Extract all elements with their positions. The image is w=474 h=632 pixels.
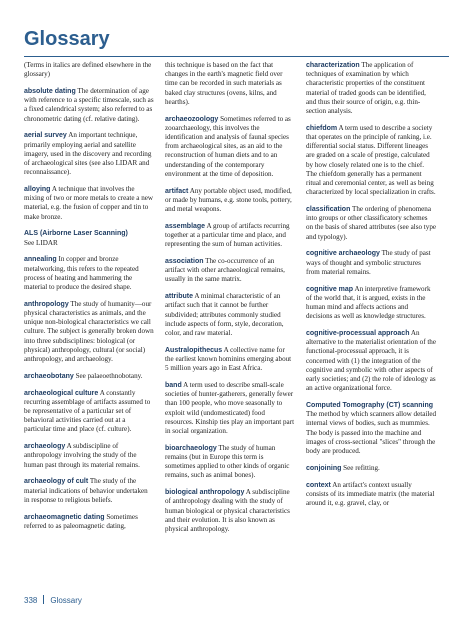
glossary-entry [165, 488, 295, 534]
glossary-definition: A group of artifacts recurring together at a particular time and place, and representing the sum of human activities. [165, 221, 290, 249]
page-number: 338 [24, 596, 38, 605]
glossary-term: attribute [165, 293, 193, 301]
glossary-entry [24, 87, 154, 124]
glossary-term: characterization [306, 62, 360, 69]
glossary-entry [165, 187, 295, 215]
glossary-definition: The co-occurrence of an artifact with other archaeological remains, usually in the same matrix. [165, 257, 285, 284]
glossary-term: cognitive-processual approach [306, 330, 410, 338]
glossary-term: annealing [24, 256, 57, 264]
glossary-definition: Any portable object used, modified, or made by humans, e.g. stone tools, pottery, and metal weapons. [165, 186, 292, 214]
glossary-entry [24, 477, 154, 505]
glossary-term: archaeobotany [24, 372, 74, 380]
glossary-entry [24, 300, 154, 364]
glossary-definition: A collective name for the earliest known hominins emerging about 5 million years ago in East Africa. [165, 345, 292, 373]
glossary-term: cognitive archaeology [306, 250, 380, 258]
glossary-term: association [165, 258, 204, 266]
page-title: Glossary [24, 28, 110, 50]
glossary-term: conjoining [306, 464, 342, 472]
glossary-definition: this technique is based on the fact that changes in the earth's magnetic field over time can be recorded in such materials as baked clay structures (ovens, kilns, and hearths). [165, 61, 283, 106]
glossary-term: assemblage [165, 222, 206, 230]
glossary-term: archaeomagnetic dating [24, 513, 105, 521]
glossary-definition: A technique that involves the mixing of two or more metals to create a new material, e.g. the fusion of copper and tin to make bronze. [24, 185, 154, 221]
glossary-definition: Sometimes referred to as paleomagnetic dating, [24, 512, 138, 530]
glossary-definition: A term used to describe small-scale societies of hunter-gatherers, generally fewer than 100 people, who move seasonally to exploit wild (undomesticated) food resources. Kinship ties play an important part in social organization. [165, 381, 295, 436]
glossary-definition: The study of human remains (but in Europe this term is sometimes applied to other kinds of organic remains, such as animal bones). [165, 443, 290, 480]
glossary-column-3 [306, 61, 436, 516]
glossary-definition: The study of humanity—our physical characteristics as animals, and the unique non-biological characteristics we call culture. The subject is generally broken down into three subdisciplines: biological (or physical) anthropology, cultural (or social) anthropology, and archaeology. [24, 299, 154, 364]
glossary-entry [165, 444, 295, 481]
glossary-entry [165, 115, 295, 179]
glossary-entry [306, 401, 436, 456]
title-divider [24, 56, 449, 57]
glossary-term: Australopithecus [165, 346, 223, 354]
glossary-definition: See palaeoethnobotany. [75, 371, 143, 380]
footer-divider [43, 595, 44, 604]
glossary-definition: See refitting. [343, 463, 380, 472]
glossary-entry [24, 389, 154, 435]
glossary-entry [24, 185, 154, 222]
glossary-definition: An important technique, primarily employing aerial and satellite imagery, used in the discovery and recording of archaeological sites (see also LIDAR and reconnaissance). [24, 131, 152, 177]
glossary-term: anthropology [24, 300, 69, 308]
glossary-term: classification [306, 206, 351, 214]
glossary-entry [24, 131, 154, 177]
glossary-entry [165, 222, 295, 250]
glossary-entry [306, 285, 436, 322]
footer-section: Glossary [50, 596, 82, 605]
glossary-definition: An artifact's context usually consists of its immediate matrix (the material around it, e.g. gravel, clay, or [306, 480, 435, 508]
glossary-entry [306, 61, 436, 116]
glossary-definition: A term used to describe a society that operates on the principle of ranking, i.e. differential social status. Different lineages are graded on a scale of prestige, calculated by how closely related one is to the chief. The chiefdom generally has a permanent ritual and ceremonial center, as well as being characterized by local specialization in crafts. [306, 123, 436, 197]
glossary-definition: In copper and bronze metalworking, this refers to the repeated process of heating and hammering the material to produce the desired shape. [24, 255, 139, 292]
glossary-definition: A minimal characteristic of an artifact such that it cannot be further subdivided; attributes commonly studied include aspects of form, style, decoration, color, and raw material. [165, 292, 284, 338]
glossary-entry [24, 513, 154, 531]
glossary-term: archaeology of cult [24, 478, 89, 486]
glossary-definition: Sometimes referred to as zooarchaeology, this involves the identification and analysis of faunal species from archaeological sites, as an aid to the reconstruction of human diets and to an understanding of the contemporary environment at the time of deposition. [165, 114, 291, 178]
glossary-entry [165, 381, 295, 436]
glossary-term: archaeozoology [165, 115, 219, 123]
glossary-entry [306, 124, 436, 198]
glossary-term: context [306, 481, 331, 489]
glossary-entry [24, 229, 154, 247]
page-footer [24, 595, 82, 605]
glossary-definition: The study of the material indications of behavior undertaken in response to religious beliefs. [24, 477, 148, 504]
glossary-term: artifact [165, 187, 189, 195]
glossary-entry [24, 442, 154, 470]
glossary-term: Computed Tomography (CT) scanning [306, 402, 434, 410]
glossary-term: alloying [24, 186, 51, 194]
glossary-definition: An alternative to the materialist orientation of the functional-processual approach, it is concerned with (1) the integration of the cognitive and symbolic with other aspects of early societies; and (2) the role of ideology as an active organizational force. [306, 329, 437, 393]
glossary-entry [24, 372, 154, 381]
glossary-definition: A constantly recurring assemblage of artifacts assumed to be representative of a particular set of behavioral activities carried out at a particular time and place (cf. culture). [24, 388, 151, 434]
glossary-definition: See LIDAR [24, 238, 58, 247]
glossary-entry [306, 464, 436, 473]
glossary-term: biological anthropology [165, 489, 245, 497]
glossary-column-1 [24, 61, 154, 539]
glossary-definition: The determination of age with reference to a specific timescale, such as a fixed calendrical system; also referred to as chronometric dating (cf. relative dating). [24, 87, 154, 123]
glossary-term: aerial survey [24, 132, 67, 140]
glossary-intro: (Terms in italics are defined elsewhere in the glossary) [24, 61, 152, 79]
glossary-definition: The ordering of phenomena into groups or other classificatory schemes on the basis of shared attributes (see also type and typology). [306, 205, 437, 241]
glossary-term: chiefdom [306, 124, 338, 132]
glossary-definition: A subdiscipline of anthropology involving the study of the human past through its material remains. [24, 442, 140, 469]
glossary-term: band [165, 382, 182, 390]
glossary-term: archaeology [24, 443, 66, 451]
glossary-term: archaeological culture [24, 389, 99, 397]
glossary-definition: The application of techniques of examination by which characteristic properties of the constituent material of traded goods can be identified, and thus their source of origin, e.g. thin-section analysis. [306, 61, 426, 116]
glossary-entry [306, 205, 436, 242]
glossary-definition: A subdiscipline of anthropology dealing with the study of human biological or physical characteristics and their evolution. It is also known as physical anthropology. [165, 488, 290, 534]
glossary-term: cognitive map [306, 285, 354, 293]
glossary-definition: An interpretive framework of the world that, it is argued, exists in the human mind and affects actions and decisions as well as knowledge structures. [306, 284, 431, 321]
glossary-definition: The method by which scanners allow detailed internal views of bodies, such as mummies. The body is passed into the machine and images of cross-sectional "slices" through the body are produced. [306, 410, 437, 456]
glossary-entry [165, 257, 295, 285]
glossary-term: bioarchaeology [165, 444, 217, 452]
glossary-entry [306, 249, 436, 277]
glossary-definition: The study of past ways of thought and symbolic structures from material remains. [306, 249, 431, 276]
glossary-column-2 [165, 61, 295, 542]
glossary-entry [306, 481, 436, 509]
glossary-entry [165, 61, 295, 107]
glossary-entry [306, 329, 436, 393]
glossary-entry [165, 346, 295, 374]
glossary-entry [24, 255, 154, 292]
glossary-term: absolute dating [24, 88, 76, 95]
glossary-entry [165, 292, 295, 338]
glossary-term: ALS (Airborne Laser Scanning) [24, 230, 128, 238]
